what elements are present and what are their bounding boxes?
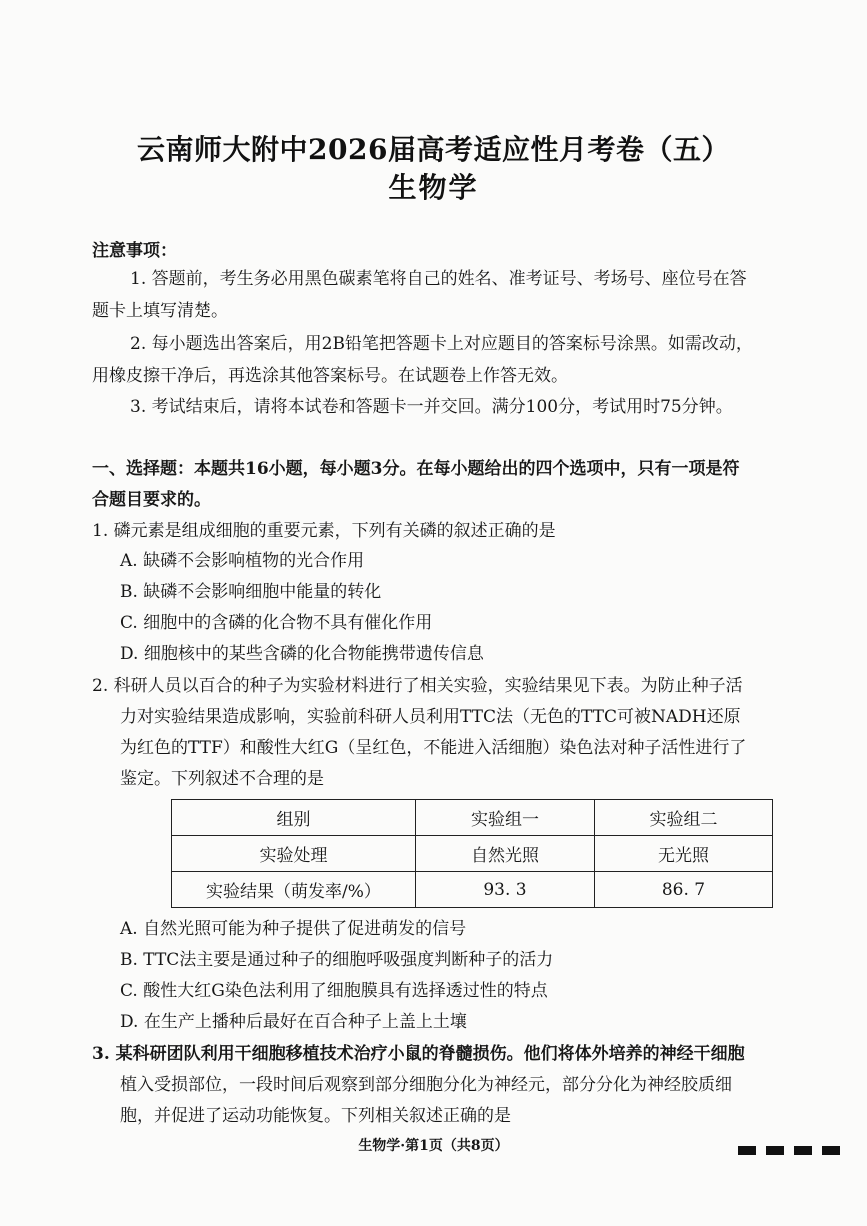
question-3-stem-cont: 胞，并促进了运动功能恢复。下列相关叙述正确的是 bbox=[120, 1106, 511, 1126]
question-3-stem-cont: 植入受损部位，一段时间后观察到部分细胞分化为神经元，部分分化为神经胶质细 bbox=[120, 1075, 732, 1095]
table-row bbox=[172, 836, 773, 872]
table-cell: 自然光照 bbox=[416, 836, 595, 872]
question-1-option-a: A. 缺磷不会影响植物的光合作用 bbox=[120, 551, 365, 571]
alignment-mark bbox=[794, 1146, 812, 1155]
section-heading: 一、选择题：本题共16小题，每小题3分。在每小题给出的四个选项中，只有一项是符 bbox=[92, 459, 740, 479]
alignment-mark bbox=[766, 1146, 784, 1155]
exam-title: 云南师大附中2026届高考适应性月考卷（五） bbox=[137, 133, 730, 166]
table-row bbox=[172, 800, 773, 836]
table-cell: 实验组二 bbox=[595, 800, 773, 836]
notice-heading: 注意事项： bbox=[92, 241, 177, 261]
table-cell: 93. 3 bbox=[416, 872, 595, 908]
question-2-stem-cont: 力对实验结果造成影响，实验前科研人员利用TTC法（无色的TTC可被NADH还原 bbox=[120, 707, 741, 727]
page-footer: 生物学·第1页（共8页） bbox=[358, 1138, 509, 1154]
notice-line: 2. 每小题选出答案后，用2B铅笔把答题卡上对应题目的答案标号涂黑。如需改动， bbox=[130, 334, 753, 354]
question-1-option-d: D. 细胞核中的某些含磷的化合物能携带遗传信息 bbox=[120, 644, 484, 664]
question-2-stem-cont: 为红色的TTF）和酸性大红G（呈红色，不能进入活细胞）染色法对种子活性进行了 bbox=[120, 738, 747, 758]
notice-line: 3. 考试结束后，请将本试卷和答题卡一并交回。满分100分，考试用时75分钟。 bbox=[130, 397, 733, 417]
question-1-option-b: B. 缺磷不会影响细胞中能量的转化 bbox=[120, 582, 382, 602]
question-2-option-c: C. 酸性大红G染色法利用了细胞膜具有选择透过性的特点 bbox=[120, 981, 548, 1001]
notice-line: 用橡皮擦干净后，再选涂其他答案标号。在试题卷上作答无效。 bbox=[92, 366, 568, 386]
section-heading-cont: 合题目要求的。 bbox=[92, 490, 211, 510]
question-2-option-b: B. TTC法主要是通过种子的细胞呼吸强度判断种子的活力 bbox=[120, 950, 554, 970]
notice-line: 题卡上填写清楚。 bbox=[92, 301, 228, 321]
table-cell: 实验处理 bbox=[172, 836, 416, 872]
alignment-mark bbox=[822, 1146, 840, 1155]
table-cell: 实验组一 bbox=[416, 800, 595, 836]
question-1-option-c: C. 细胞中的含磷的化合物不具有催化作用 bbox=[120, 613, 433, 633]
question-3-stem: 3. 某科研团队利用干细胞移植技术治疗小鼠的脊髓损伤。他们将体外培养的神经干细胞 bbox=[92, 1044, 745, 1064]
subject-title: 生物学 bbox=[388, 171, 479, 204]
table-cell: 组别 bbox=[172, 800, 416, 836]
question-2-stem: 2. 科研人员以百合的种子为实验材料进行了相关实验，实验结果见下表。为防止种子活 bbox=[92, 676, 743, 696]
alignment-marks bbox=[738, 1140, 850, 1159]
alignment-mark bbox=[738, 1146, 756, 1155]
table-row bbox=[172, 872, 773, 908]
question-2-option-a: A. 自然光照可能为种子提供了促进萌发的信号 bbox=[120, 919, 467, 939]
table-cell: 实验结果（萌发率/%） bbox=[172, 872, 416, 908]
table-cell: 无光照 bbox=[595, 836, 773, 872]
notice-line: 1. 答题前，考生务必用黑色碳素笔将自己的姓名、准考证号、考场号、座位号在答 bbox=[130, 269, 747, 289]
results-table bbox=[171, 799, 773, 908]
question-2-option-d: D. 在生产上播种后最好在百合种子上盖上土壤 bbox=[120, 1012, 467, 1032]
question-2-stem-cont: 鉴定。下列叙述不合理的是 bbox=[120, 769, 324, 789]
question-1-stem: 1. 磷元素是组成细胞的重要元素，下列有关磷的叙述正确的是 bbox=[92, 521, 556, 541]
table-cell: 86. 7 bbox=[595, 872, 773, 908]
